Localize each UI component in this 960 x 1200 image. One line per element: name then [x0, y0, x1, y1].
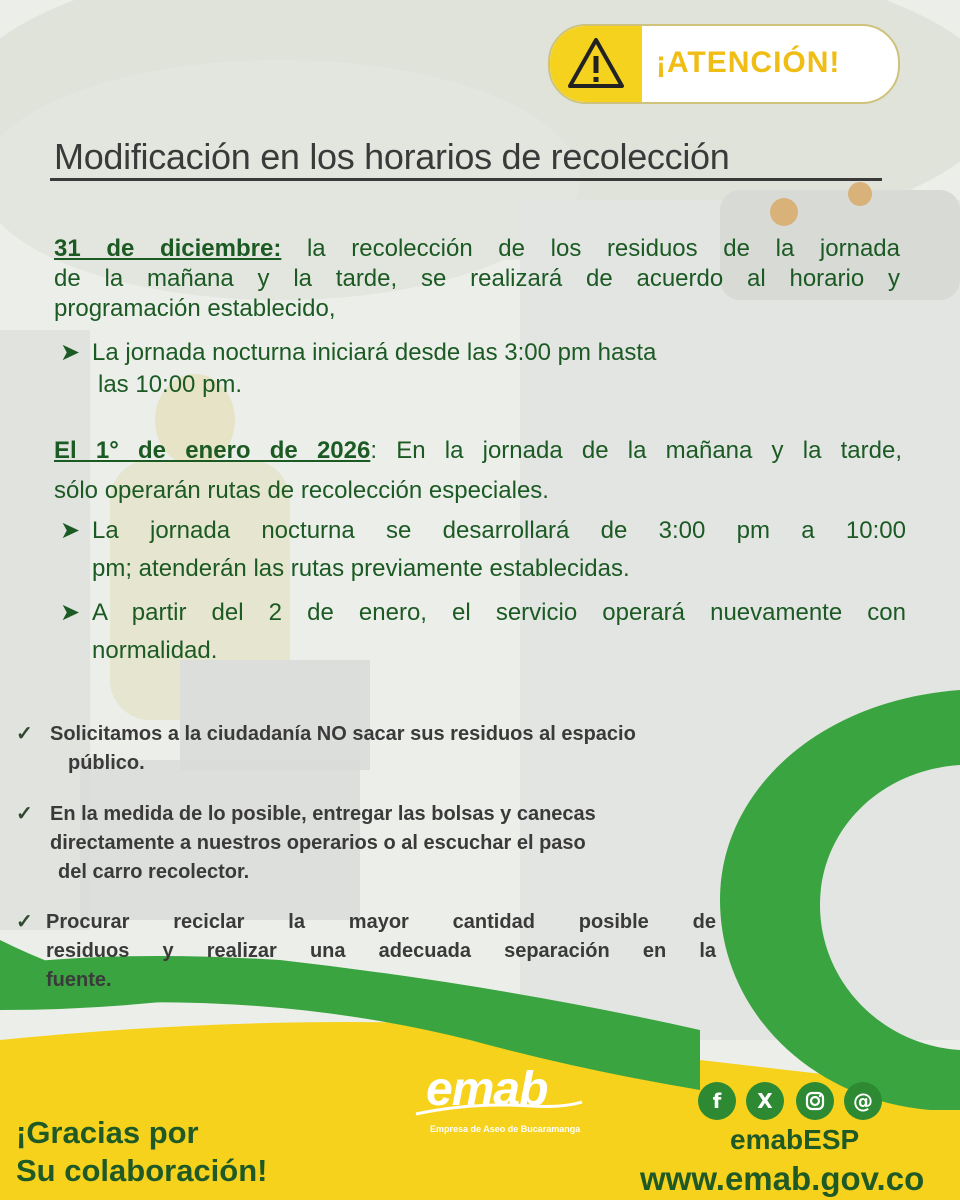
threads-icon[interactable]: @ — [844, 1082, 882, 1120]
website-link[interactable]: www.emab.gov.co — [640, 1160, 925, 1197]
dec31-paragraph — [54, 234, 900, 324]
arrow-bullet-icon: ➤ — [60, 339, 81, 366]
jan1-line1: : En la jornada de la mañana y la tarde, — [370, 437, 902, 464]
arrow-bullet-icon: ➤ — [60, 599, 81, 626]
jan1-bullet1: ➤ La jornada nocturna se desarrollará de 3:00 pm a 10:00 pm; atenderán las rutas previamente establecidas. — [60, 514, 906, 586]
jan1-line2: sólo operarán rutas de recolección especiales. — [54, 477, 549, 504]
recommendation-item: ✓ Solicitamos a la ciudadanía NO sacar sus residuos al espacio público. — [16, 720, 816, 778]
jan1-bullet2: ➤ A partir del 2 de enero, el servicio operará nuevamente con normalidad. — [60, 596, 906, 668]
checkmark-icon: ✓ — [16, 911, 33, 933]
facebook-icon[interactable]: f — [698, 1082, 736, 1120]
warning-triangle-icon — [550, 26, 642, 102]
recommendation-item: ✓ En la medida de lo posible, entregar las bolsas y canecas directamente a nuestros operarios o al escuchar el paso del carro recolector. — [16, 800, 776, 887]
alert-banner — [548, 24, 900, 104]
checkmark-icon: ✓ — [16, 723, 33, 745]
dec31-line3: programación establecido, — [54, 295, 336, 322]
alert-label: ¡ATENCIÓN! — [656, 46, 841, 79]
x-icon[interactable]: X — [746, 1082, 784, 1120]
arrow-bullet-icon: ➤ — [60, 517, 81, 544]
dec31-line2: de la mañana y la tarde, se realizará de acuerdo al horario y — [54, 265, 900, 292]
title-underline — [50, 178, 882, 181]
dec31-bullet: ➤ La jornada nocturna iniciará desde las 3:00 pm hasta — [60, 336, 656, 370]
emab-logo: emab Empresa de Aseo de Bucaramanga — [412, 1062, 592, 1140]
jan1-heading: El 1° de enero de 2026 — [54, 437, 371, 464]
dec31-line1: la recolección de los residuos de la jornada — [281, 235, 900, 262]
checkmark-icon: ✓ — [16, 803, 33, 825]
thanks-message: ¡Gracias por Su colaboración! — [16, 1115, 268, 1188]
dec31-heading: 31 de diciembre: — [54, 235, 282, 262]
dec31-bullet-cont: las 10:00 pm. — [98, 371, 243, 398]
jan1-paragraph — [54, 436, 902, 506]
page-title: Modificación en los horarios de recolección — [54, 136, 730, 177]
instagram-icon[interactable] — [796, 1082, 834, 1120]
social-handle[interactable]: emabESP — [730, 1124, 860, 1155]
recommendation-item: ✓ Procurar reciclar la mayor cantidad posible de residuos y realizar una adecuada separación en la fuente. — [16, 908, 716, 995]
alert-icon-area — [550, 26, 642, 102]
